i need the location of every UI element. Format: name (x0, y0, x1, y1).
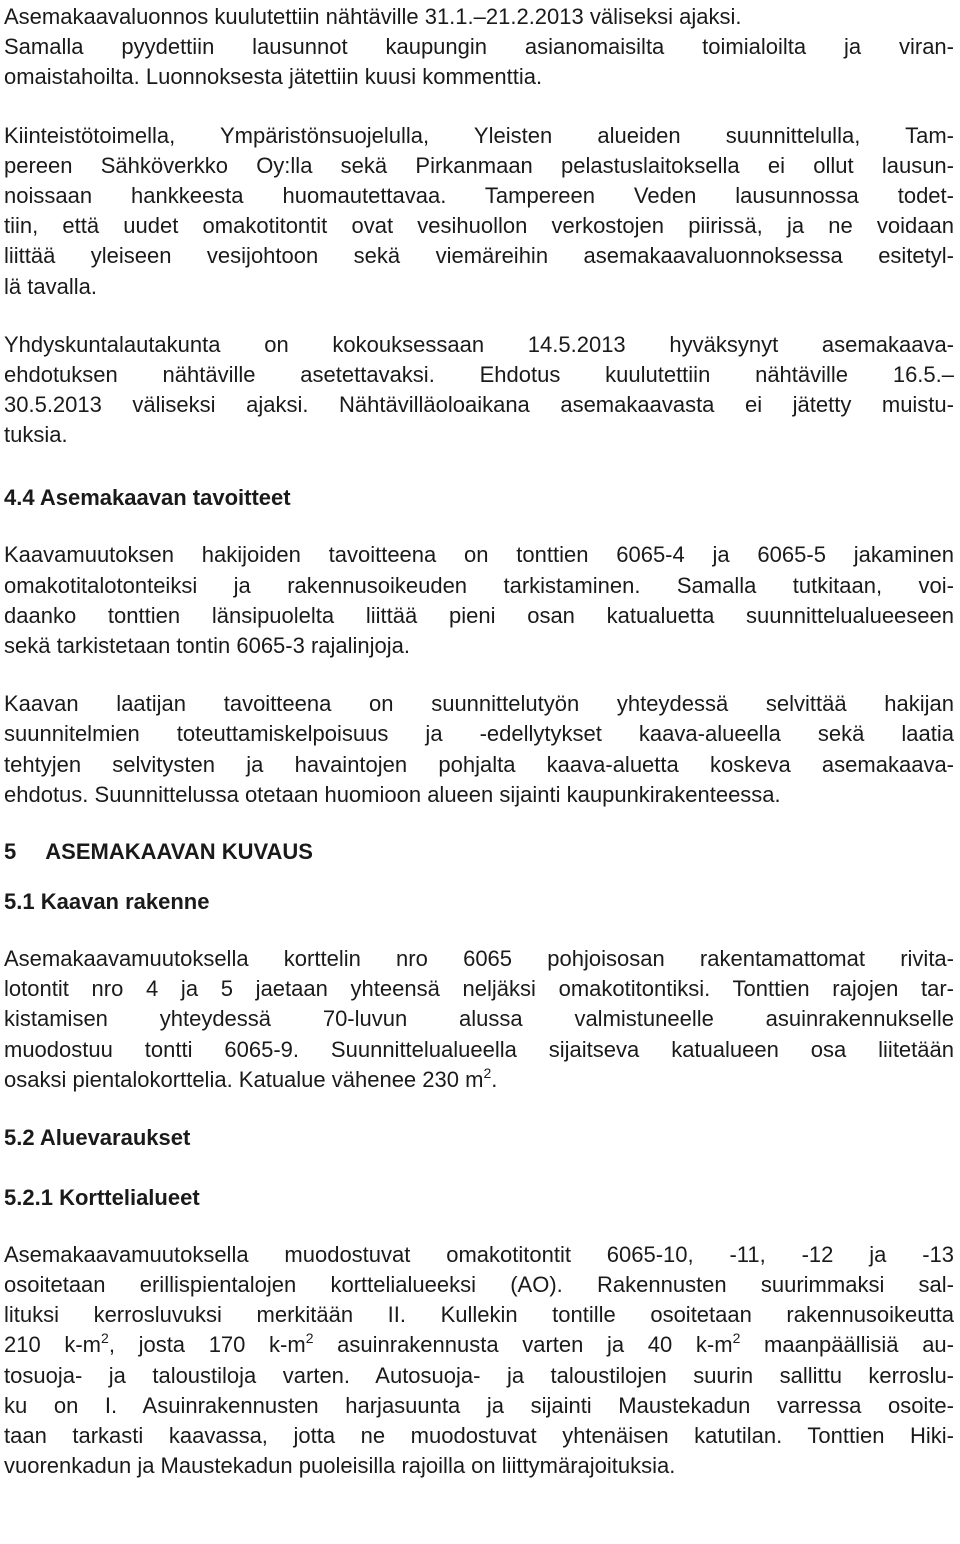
heading-text: Asemakaavan tavoitteet (39, 485, 291, 511)
text-line: ehdotus. Suunnittelussa otetaan huomioon alueen sijainti kaupunkirakenteessa. (4, 781, 781, 807)
text-line: suunnitelmien toteuttamiskelpoisuus ja -edellytykset kaava-alueella sekä laatia (4, 721, 954, 747)
heading-number: 4.4 (4, 485, 35, 511)
paragraph-planner-goals (4, 689, 954, 810)
text-line: Kaavan laatijan tavoitteena on suunnittelutyön yhteydessä selvittää hakijan (4, 691, 954, 717)
text-segment: 210 k-m (4, 1332, 102, 1358)
heading-text: ASEMAKAAVAN KUVAUS (45, 838, 313, 864)
text-line: tehtyjen selvitysten ja havaintojen pohjalta kaava-aluetta koskeva asemakaava- (4, 751, 954, 777)
text-line: kistamisen yhteydessä 70-luvun alussa valmistuneelle asuinrakennukselle (4, 1006, 954, 1032)
text-segment: , josta 170 k-m (108, 1332, 306, 1358)
heading-number: 5 (4, 838, 17, 864)
text-segment: . (491, 1066, 498, 1092)
text-line: muodostuu tontti 6065-9. Suunnittelualueella sijaitseva katualueen osa liitetään (4, 1036, 954, 1062)
heading-number: 5.1 (4, 888, 35, 914)
text-line: ku on I. Asuinrakennusten harjasuunta ja sijainti Maustekadun varressa osoite- (4, 1392, 954, 1418)
paragraph-applicant-goals (4, 540, 954, 661)
document-page (4, 2, 954, 1481)
superscript: 2 (732, 1330, 741, 1347)
paragraph-committee-approval (4, 330, 954, 451)
paragraph-plan-structure (4, 944, 954, 1095)
heading-number: 5.2.1 (4, 1184, 53, 1210)
heading-text: Kaavan rakenne (40, 888, 210, 914)
heading-text: Korttelialueet (59, 1184, 200, 1210)
text-line: ehdotuksen nähtäville asetettavaksi. Ehdotus kuulutettiin nähtäville 16.5.– (4, 361, 954, 387)
text-segment: asuinrakennusta varten ja 40 k-m (313, 1332, 733, 1358)
text-line: Samalla pyydettiin lausunnot kaupungin asianomaisilta toimialoilta ja viran- (4, 34, 954, 60)
text-line: pereen Sähköverkko Oy:lla sekä Pirkanmaan pelastuslaitoksella ei ollut lausun- (4, 152, 954, 178)
text-line: Yhdyskuntalautakunta on kokouksessaan 14.5.2013 hyväksynyt asemakaava- (4, 331, 954, 357)
text-line: Kiinteistötoimella, Ympäristönsuojelulla, Yleisten alueiden suunnittelulla, Tam- (4, 122, 954, 148)
text-line: liittää yleiseen vesijohtoon sekä viemäreihin asemakaavaluonnoksessa esitetyl- (4, 243, 954, 269)
superscript: 2 (101, 1330, 109, 1347)
section-heading-5-2-1 (4, 1183, 954, 1213)
text-line: lituksi kerrosluvuksi merkitään II. Kullekin tontille osoitetaan rakennusoikeutta (4, 1302, 954, 1328)
text-segment: maanpäällisiä au- (740, 1332, 954, 1358)
heading-text: Aluevaraukset (39, 1124, 191, 1150)
text-line: osoitetaan erillispientalojen korttelialueeksi (AO). Rakennusten suurimmaksi sal- (4, 1272, 954, 1298)
text-line: sekä tarkistetaan tontin 6065-3 rajalinjoja. (4, 633, 411, 658)
text-line: omaistahoilta. Luonnoksesta jätettiin kuusi kommenttia. (4, 64, 543, 90)
text-line: lotontit nro 4 ja 5 jaetaan yhteensä neljäksi omakotitontiksi. Tonttien rajojen tar- (4, 976, 954, 1002)
text-line: taan tarkasti kaavassa, jotta ne muodostuvat yhtenäisen katutilan. Tonttien Hiki- (4, 1423, 954, 1448)
superscript: 2 (305, 1330, 314, 1347)
text-line: Kaavamuutoksen hakijoiden tavoitteena on tonttien 6065-4 ja 6065-5 jakaminen (4, 542, 954, 568)
paragraph-statements (4, 121, 954, 302)
section-heading-5-1 (4, 887, 954, 917)
text-line: tosuoja- ja taloustiloja varten. Autosuoja- ja taloustilojen suurin sallittu kerroslu- (4, 1362, 954, 1388)
section-heading-5 (4, 837, 954, 867)
section-heading-5-2 (4, 1123, 954, 1153)
text-line: Asemakaavamuutoksella korttelin nro 6065 pohjoisosan rakentamattomat rivita- (4, 945, 954, 971)
text-line (4, 1065, 954, 1095)
text-line-with-superscripts (4, 1330, 954, 1360)
text-segment: osaksi pientalokorttelia. Katualue vähenee 230 m (4, 1066, 484, 1092)
text-line: omakotitalotonteiksi ja rakennusoikeuden tarkistaminen. Samalla tutkitaan, voi- (4, 572, 954, 598)
text-line: Asemakaavamuutoksella muodostuvat omakotitontit 6065-10, -11, -12 ja -13 (4, 1241, 954, 1267)
text-line: Asemakaavaluonnos kuulutettiin nähtäville 31.1.–21.2.2013 väliseksi ajaksi. (4, 4, 742, 29)
text-line: daanko tonttien länsipuolelta liittää pieni osan katualuetta suunnittelualueeseen (4, 602, 954, 628)
text-line: tuksia. (4, 422, 68, 448)
paragraph-block-areas (4, 1240, 954, 1482)
text-line: lä tavalla. (4, 273, 97, 299)
text-line: noissaan hankkeesta huomautettavaa. Tampereen Veden lausunnossa todet- (4, 182, 954, 208)
section-heading-4-4 (4, 483, 954, 513)
paragraph-draft-announcement (4, 2, 954, 93)
text-line: 30.5.2013 väliseksi ajaksi. Nähtävilläoloaikana asemakaavasta ei jätetty muistu- (4, 392, 954, 418)
text-line: vuorenkadun ja Maustekadun puoleisilla rajoilla on liittymärajoituksia. (4, 1453, 676, 1479)
text-line: tiin, että uudet omakotitontit ovat vesihuollon verkostojen piirissä, ja ne voidaan (4, 213, 954, 239)
superscript: 2 (483, 1064, 492, 1081)
heading-number: 5.2 (4, 1124, 35, 1150)
